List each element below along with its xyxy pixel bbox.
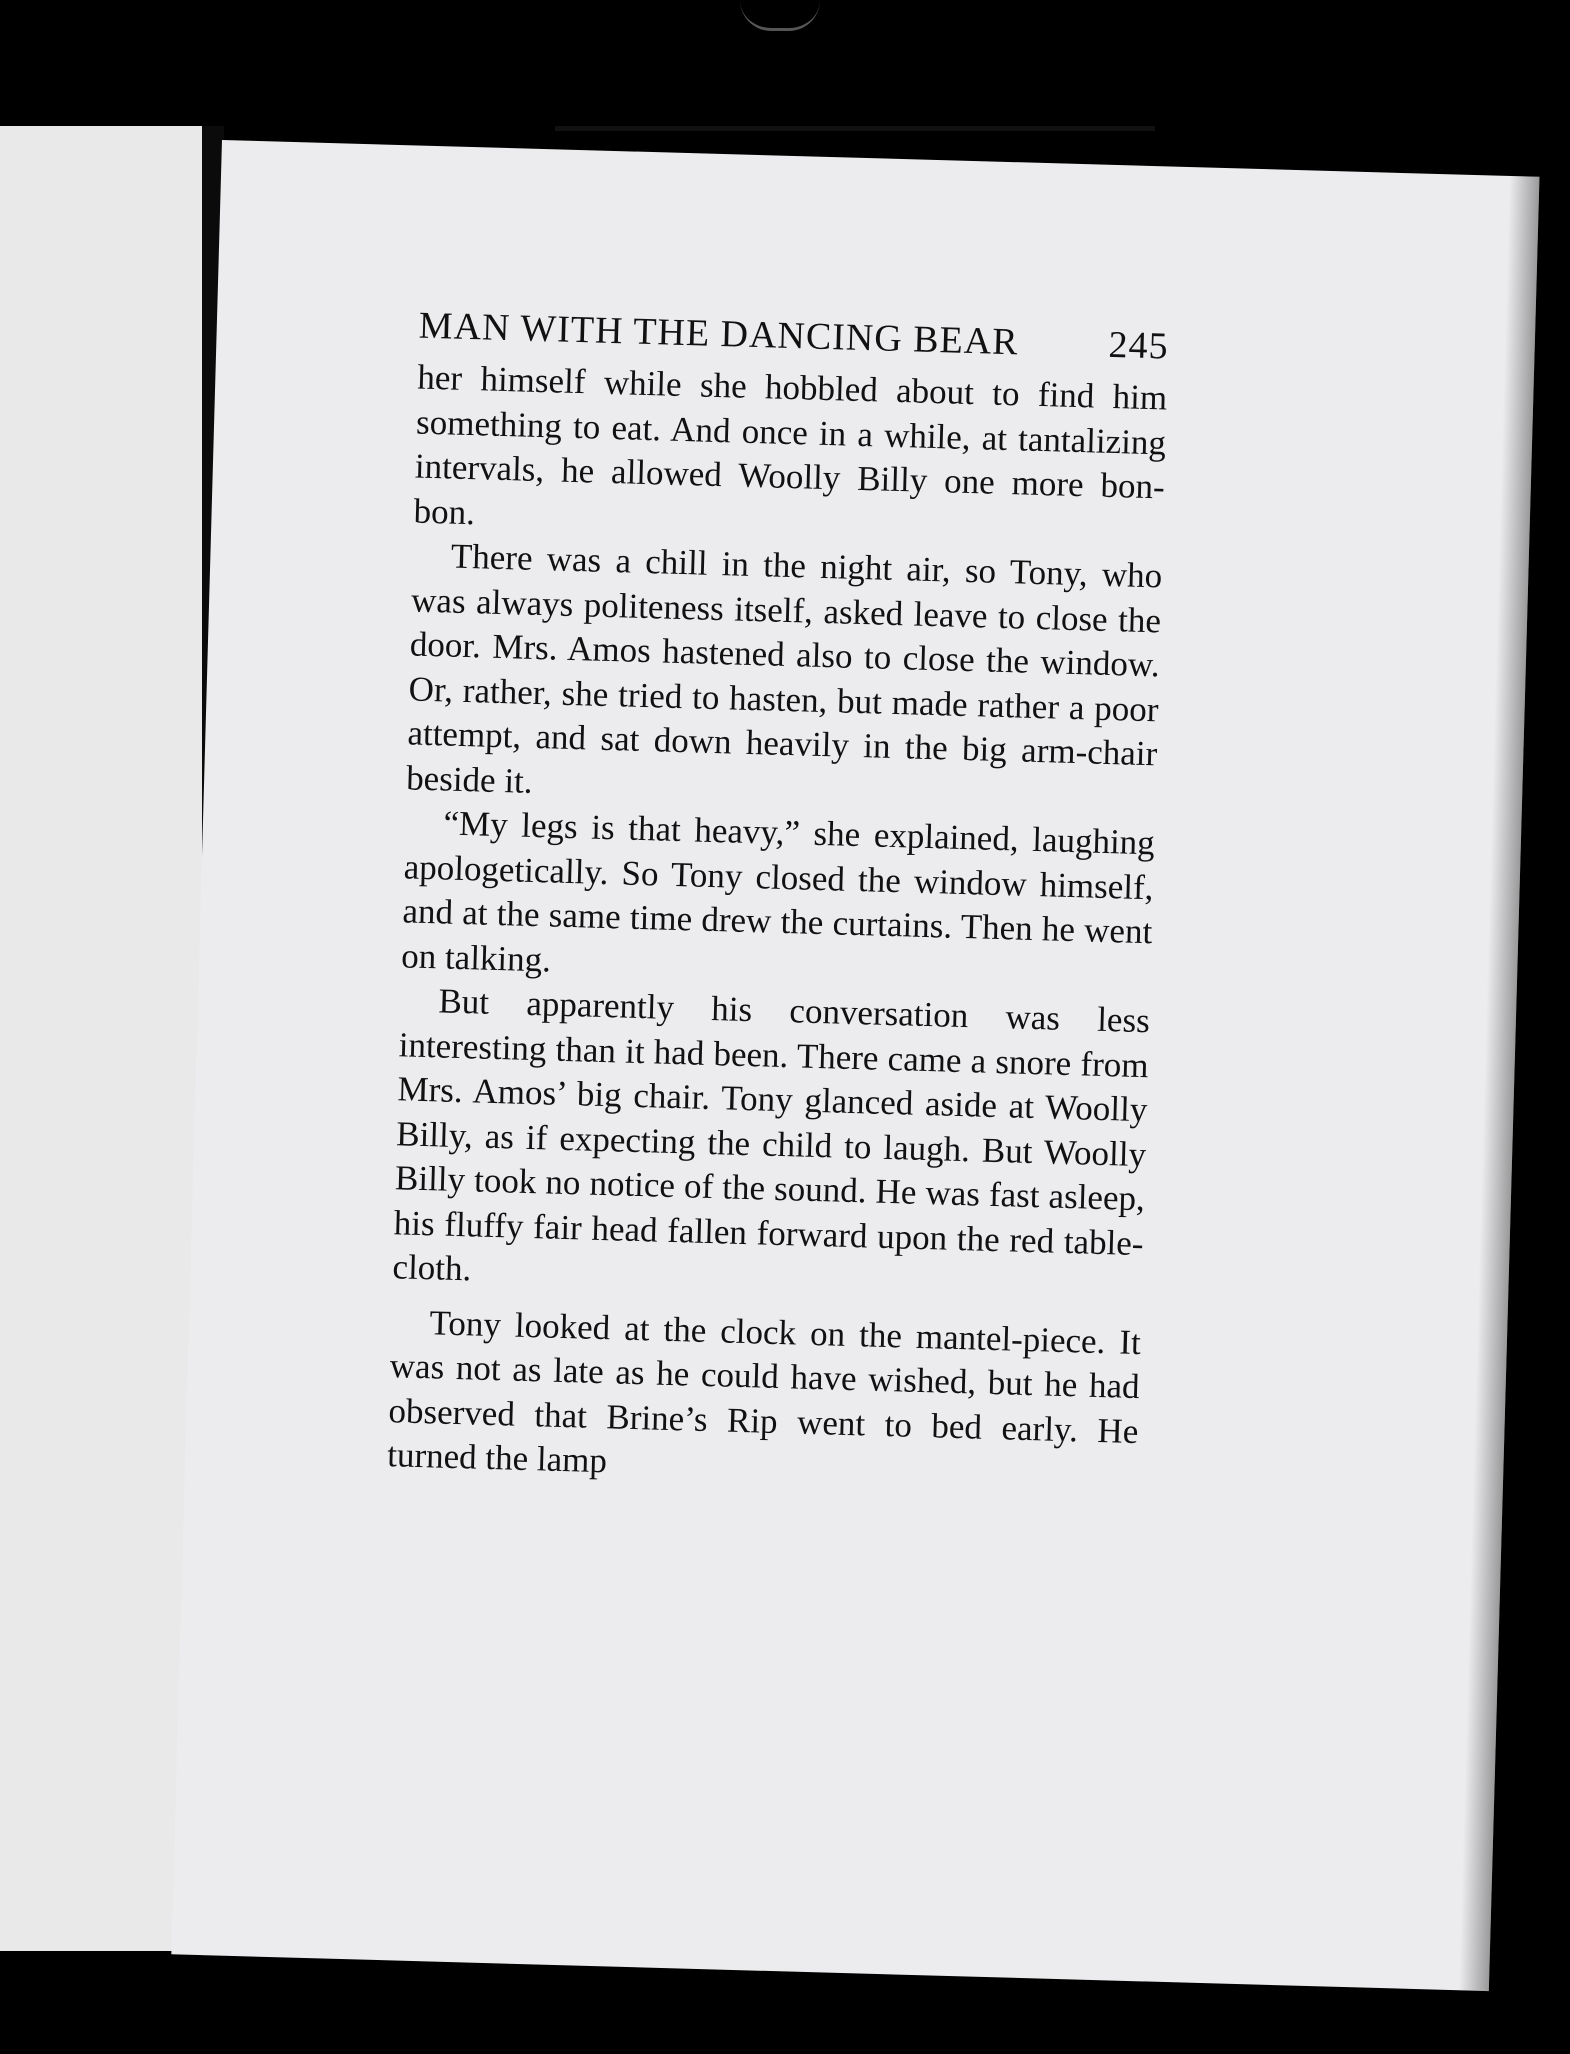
page-top-edge <box>555 126 1155 131</box>
page-edge-shadow <box>1459 176 1540 1991</box>
paragraph: But apparently his conversation was less interesting than it had been. There came a snore from Mrs. Amos’ big chair. Tony glanced aside at Woolly Billy, as if expecting the child to laugh. But Woolly Billy took no notice of the sound. He was fast asleep, his fluffy fair head fallen forward upon the red table-cloth. <box>392 981 1151 1289</box>
paragraph: “My legs is that heavy,” she explained, laughing apologetically. So Tony closed the window himself, and at the same time drew the curtains. Then he went on talking. <box>400 803 1156 979</box>
paragraph: her himself while she hobbled about to find him something to eat. And once in a while, at tantalizing intervals, he allowed Woolly Billy one more bon-bon. <box>413 357 1168 532</box>
page-number: 245 <box>1108 323 1170 368</box>
paragraph: There was a chill in the night air, so Tony, who was always politeness itself, asked leave to close the door. Mrs. Amos hastened also to close the window. Or, rather, she tried to hasten, but made rather a poor attempt, and sat down heavily in the big arm-chair beside it. <box>405 536 1163 801</box>
paragraph: Tony looked at the clock on the mantel-piece. It was not as late as he could have wished, but he had observed that Brine’s Rip went to bed early. He turned the lamp <box>386 1302 1142 1481</box>
running-head-title: MAN WITH THE DANCING BEAR <box>418 304 1020 364</box>
left-page-edge <box>0 126 205 1951</box>
book-page <box>171 140 1539 1991</box>
scan-artifact <box>740 0 820 31</box>
page-text <box>387 304 1170 1499</box>
